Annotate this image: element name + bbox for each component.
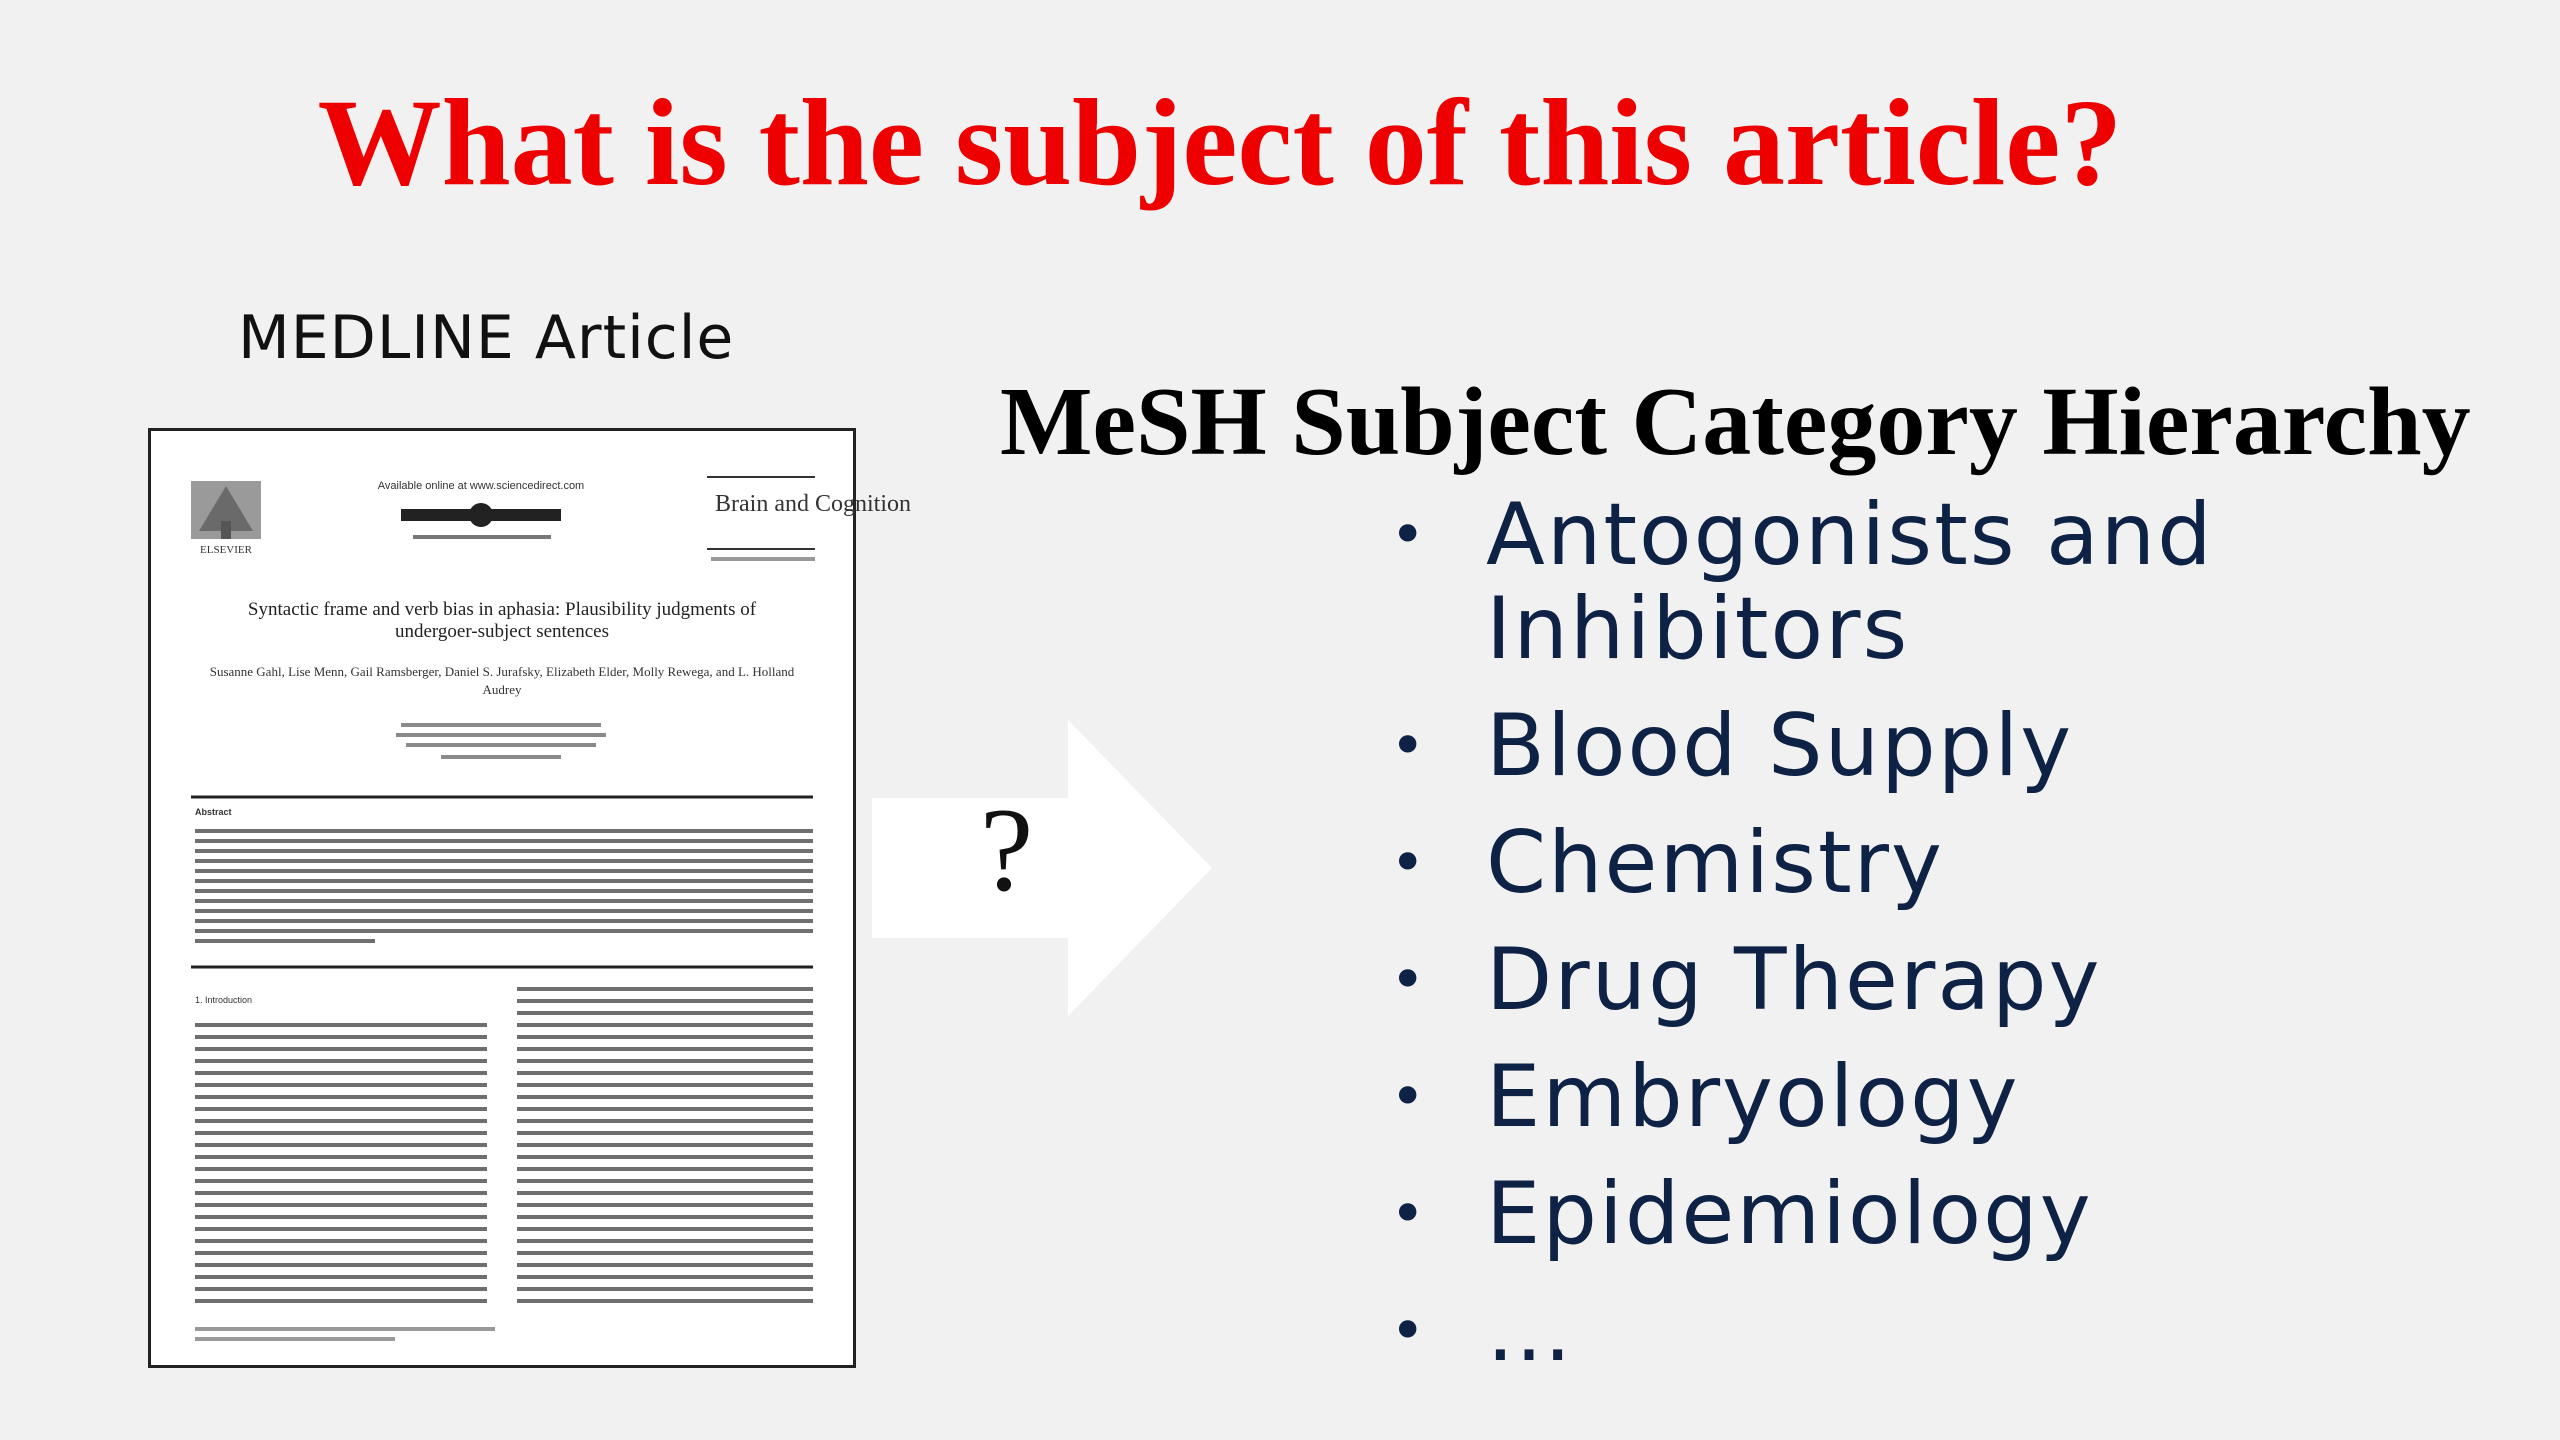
available-online-text: Available online at www.sciencedirect.com xyxy=(377,480,585,492)
bullet-icon: • xyxy=(1390,711,1428,781)
subject-list xyxy=(1380,485,2246,1401)
bullet-icon: • xyxy=(1390,945,1428,1015)
elsevier-label: ELSEVIER xyxy=(200,544,252,556)
subject-item: • … xyxy=(1390,1281,1574,1381)
subject-item: • Chemistry xyxy=(1390,813,1944,913)
abstract-text-lines xyxy=(195,829,813,943)
article-caption: MEDLINE Article xyxy=(238,303,735,373)
bullet-icon: • xyxy=(1390,1296,1428,1366)
paper-authors: Susanne Gahl, Lise Menn, Gail Ramsberger, Daniel S. Jurafsky, Elizabeth Elder, Molly Rewega, and L. Holland Audrey xyxy=(209,664,795,697)
right-arrow-icon xyxy=(872,720,1212,1016)
bullet-icon: • xyxy=(1390,500,1428,570)
journal-logo xyxy=(707,477,911,561)
elsevier-logo xyxy=(191,481,261,556)
paper-title: Syntactic frame and verb bias in aphasia: Plausibility judgments of undergoer-subject sentences xyxy=(247,599,757,642)
intro-heading: 1. Introduction xyxy=(195,995,253,1005)
bullet-icon: • xyxy=(1390,1179,1428,1249)
journal-name: Brain and Cognition xyxy=(715,491,911,517)
question-mark: ? xyxy=(980,783,1034,916)
mesh-heading: MeSH Subject Category Hierarchy xyxy=(1000,368,2471,476)
subject-item: • Antogonists and Inhibitors xyxy=(1390,485,2214,679)
subject-item: • Epidemiology xyxy=(1390,1164,2093,1264)
bullet-icon: • xyxy=(1390,1062,1428,1132)
article-page xyxy=(151,431,911,1365)
left-column-lines xyxy=(195,1023,487,1303)
slide-title: What is the subject of this article? xyxy=(317,74,2123,211)
abstract-heading: Abstract xyxy=(195,807,232,817)
bullet-icon: • xyxy=(1390,828,1428,898)
right-column-lines xyxy=(517,987,813,1303)
subject-item: • Embryology xyxy=(1390,1047,2020,1147)
subject-item: • Drug Therapy xyxy=(1390,930,2102,1030)
article-thumbnail xyxy=(148,428,911,1368)
subject-item: • Blood Supply xyxy=(1390,696,2074,796)
